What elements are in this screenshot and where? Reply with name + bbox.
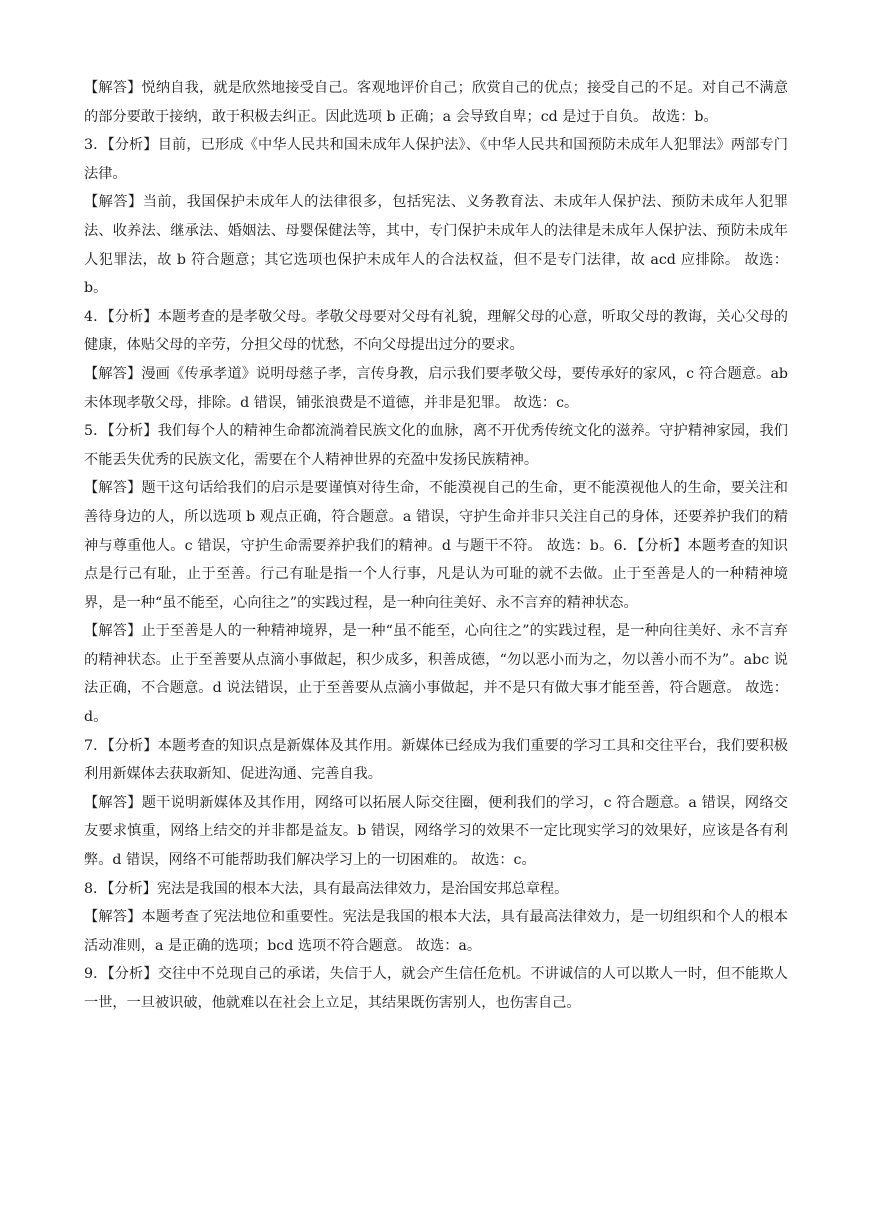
answer-paragraph-5: 【解答】题干这句话给我们的启示是要谨慎对待生命，不能漠视自己的生命，更不能漠视他人的生命，要关注和善待身边的人，所以选项 b 观点正确，符合题意。a 错误，守护生命并非只关注自己的身体，还要养护我们的精神与尊重他人。c 错误，守护生命需要养护我们的精神。d 与题干不符。 故选：b。6．【分析】本题考查的知识点是行己有耻，止于至善。行己有耻是指一个人行事，凡是认为可耻的就不去做。止于至善是人的一种精神境界，是一种“虽不能至，心向往之”的实践过程，是一种向往美好、永不言弃的精神状态。 (84, 480, 788, 611)
answer-paragraph-4: 【解答】漫画《传承孝道》说明母慈子孝，言传身教，启示我们要孝敬父母，要传承好的家风，c 符合题意。ab 未体现孝敬父母，排除。d 错误，铺张浪费是不道德，并非是犯罪。 故选：c。 (84, 365, 788, 411)
analysis-paragraph-5: 5．【分析】我们每个人的精神生命都流淌着民族文化的血脉，离不开优秀传统文化的滋养。守护精神家园，我们不能丢失优秀的民族文化，需要在个人精神世界的充盈中发扬民族精神。 (84, 423, 788, 468)
answer-paragraph-8: 【解答】本题考查了宪法地位和重要性。宪法是我国的根本大法，具有最高法律效力，是一切组织和个人的根本活动准则，a 是正确的选项；bcd 选项不符合题意。 故选：a。 (84, 909, 788, 954)
analysis-paragraph-9: 9．【分析】交往中不兑现自己的承诺，失信于人，就会产生信任危机。不讲诚信的人可以欺人一时，但不能欺人一世，一旦被识破，他就难以在社会上立足，其结果既伤害别人，也伤害自己。 (84, 966, 788, 1011)
answer-paragraph-3: 【解答】当前，我国保护未成年人的法律很多，包括宪法、义务教育法、未成年人保护法、预防未成年人犯罪法、收养法、继承法、婚姻法、母婴保健法等，其中，专门保护未成年人的法律是未成年人保护法、预防未成年人犯罪法，故 b 符合题意；其它选项也保护未成年人的合法权益，但不是专门法律，故 acd 应排除。 故选：b。 (84, 194, 788, 297)
analysis-paragraph-7: 7．【分析】本题考查的知识点是新媒体及其作用。新媒体已经成为我们重要的学习工具和交往平台，我们要积极利用新媒体去获取新知、促进沟通、完善自我。 (84, 737, 788, 783)
answer-paragraph-2: 【解答】悦纳自我，就是欣然地接受自己。客观地评价自己；欣赏自己的优点；接受自己的不足。对自己不满意的部分要敢于接纳，敢于积极去纠正。因此选项 b 正确；a 会导致自卑；cd 是过于自负。 故选：b。 (84, 80, 788, 125)
document-page (84, 74, 788, 1018)
answer-paragraph-7: 【解答】题干说明新媒体及其作用，网络可以拓展人际交往圈，便利我们的学习，c 符合题意。a 错误，网络交友要求慎重，网络上结交的并非都是益友。b 错误，网络学习的效果不一定比现实学习的效果好，应该是各有利弊。d 错误，网络不可能帮助我们解决学习上的一切困难的。 故选：c。 (84, 794, 788, 869)
analysis-paragraph-4: 4．【分析】本题考查的是孝敬父母。孝敬父母要对父母有礼貌，理解父母的心意，听取父母的教诲，关心父母的健康，体贴父母的辛劳，分担父母的忧愁，不向父母提出过分的要求。 (84, 308, 788, 354)
analysis-paragraph-8: 8．【分析】宪法是我国的根本大法，具有最高法律效力，是治国安邦总章程。 (84, 880, 569, 897)
analysis-paragraph-3: 3．【分析】目前，已形成《中华人民共和国未成年人保护法》、《中华人民共和国预防未成年人犯罪法》两部专门法律。 (84, 137, 788, 182)
answer-paragraph-6: 【解答】止于至善是人的一种精神境界，是一种“虽不能至，心向往之”的实践过程，是一种向往美好、永不言弃的精神状态。止于至善要从点滴小事做起，积少成多，积善成德，“勿以恶小而为之，勿以善小而不为”。abc 说法正确，不合题意。d 说法错误，止于至善要从点滴小事做起，并不是只有做大事才能至善，符合题意。 故选：d。 (84, 623, 788, 726)
